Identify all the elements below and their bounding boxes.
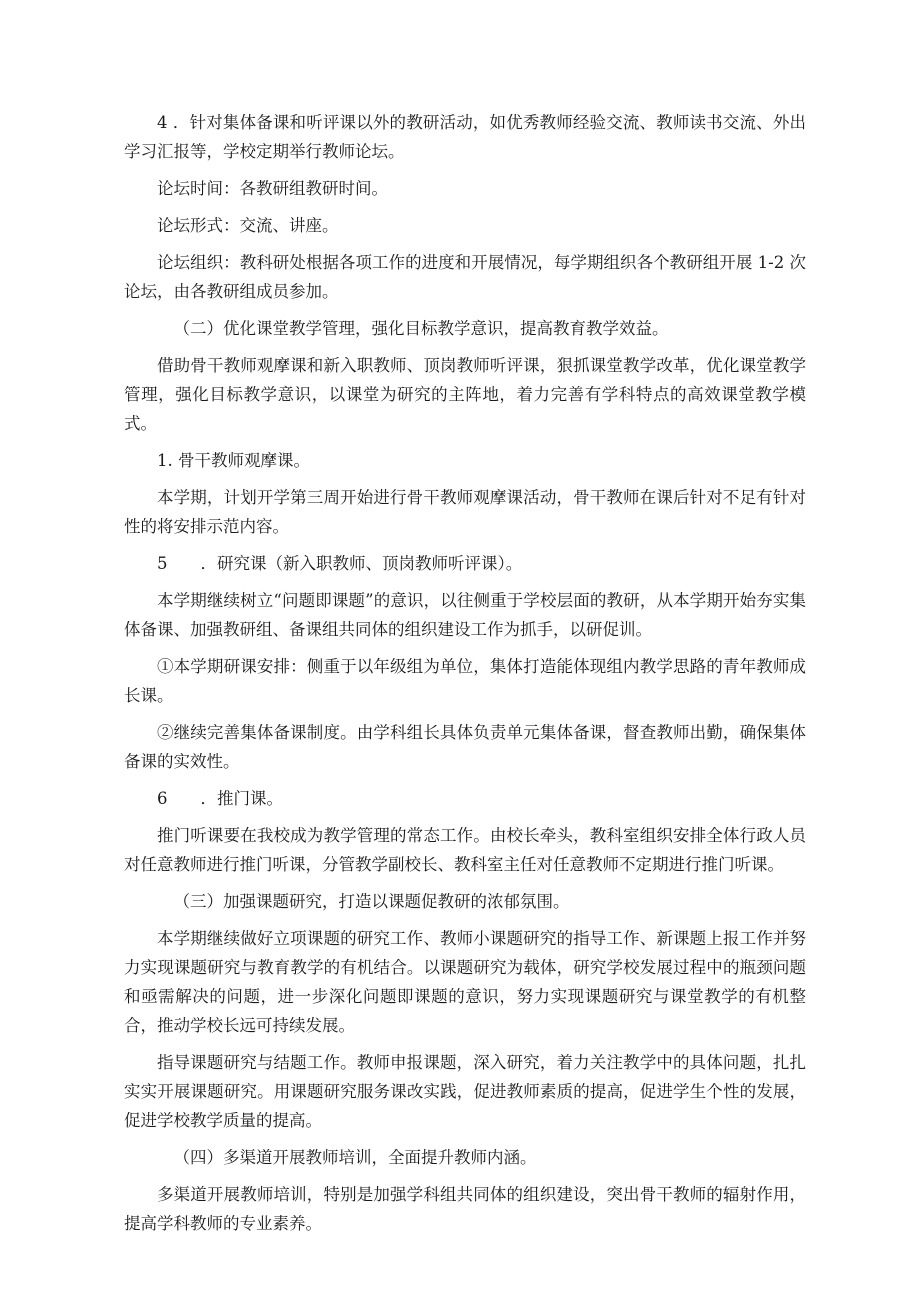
research-lesson-paragraph: 本学期继续树立“问题即课题”的意识，以往侧重于学校层面的教研，从本学期开始夯实集体备课、加强教研组、备课组共同体的组织建设工作为抓手，以研促训。: [124, 591, 806, 639]
drop-in-lesson-heading: 6 ．推门课。: [157, 789, 283, 808]
teacher-training-paragraph: 多渠道开展教师培训，特别是加强学科组共同体的组织建设，突出骨干教师的辐射作用，提高学科教师的专业素养。: [124, 1185, 806, 1233]
drop-in-lesson-paragraph: 推门听课要在我校成为教学管理的常态工作。由校长牵头，教科室组织安排全体行政人员对任意教师进行推门听课，分管教学副校长、教科室主任对任意教师不定期进行推门听课。: [124, 826, 806, 874]
research-arrangement-paragraph: ①本学期研课安排：侧重于以年级组为单位，集体打造能体现组内教学思路的青年教师成长课。: [124, 657, 806, 705]
section-two-heading: （二）优化课堂教学管理，强化目标教学意识，提高教育教学效益。: [173, 319, 669, 338]
document-page: [124, 108, 806, 1246]
model-lesson-heading: 1. 骨干教师观摩课。: [157, 451, 310, 470]
forum-time-paragraph: 论坛时间：各教研组教研时间。: [157, 179, 388, 198]
project-guidance-paragraph: 指导课题研究与结题工作。教师申报课题，深入研究，着力关注教学中的具体问题，扎扎实实开展课题研究。用课题研究服务课改实践，促进教师素质的提高，促进学生个性的发展，促进学校教学质量的提高。: [124, 1053, 806, 1130]
collective-prep-paragraph: ②继续完善集体备课制度。由学科组长具体负责单元集体备课，督查教师出勤，确保集体备课的实效性。: [124, 723, 806, 771]
forum-format-paragraph: 论坛形式：交流、讲座。: [157, 216, 339, 235]
section-four-heading: （四）多渠道开展教师培训，全面提升教师内涵。: [173, 1148, 537, 1167]
classroom-management-paragraph: 借助骨干教师观摩课和新入职教师、顶岗教师听评课，狠抓课堂教学改革，优化课堂教学管理，强化目标教学意识，以课堂为研究的主阵地，着力完善有学科特点的高效课堂教学模式。: [124, 356, 806, 433]
research-lesson-heading: 5 ．研究课（新入职教师、顶岗教师听评课）。: [157, 554, 523, 573]
forum-item-paragraph: 4 ．针对集体备课和听评课以外的教研活动，如优秀教师经验交流、教师读书交流、外出学习汇报等，学校定期举行教师论坛。: [124, 113, 806, 161]
model-lesson-paragraph: 本学期，计划开学第三周开始进行骨干教师观摩课活动，骨干教师在课后针对不足有针对性的将安排示范内容。: [124, 488, 806, 536]
forum-organization-paragraph: 论坛组织：教科研处根据各项工作的进度和开展情况，每学期组织各个教研组开展 1-2 次论坛，由各教研组成员参加。: [124, 253, 806, 301]
section-three-heading: （三）加强课题研究，打造以课题促教研的浓郁氛围。: [173, 892, 570, 911]
project-research-paragraph: 本学期继续做好立项课题的研究工作、教师小课题研究的指导工作、新课题上报工作并努力实现课题研究与教育教学的有机结合。以课题研究为载体，研究学校发展过程中的瓶颈问题和亟需解决的问题，进一步深化问题即课题的意识，努力实现课题研究与课堂教学的有机整合，推动学校长远可持续发展。: [124, 929, 806, 1035]
